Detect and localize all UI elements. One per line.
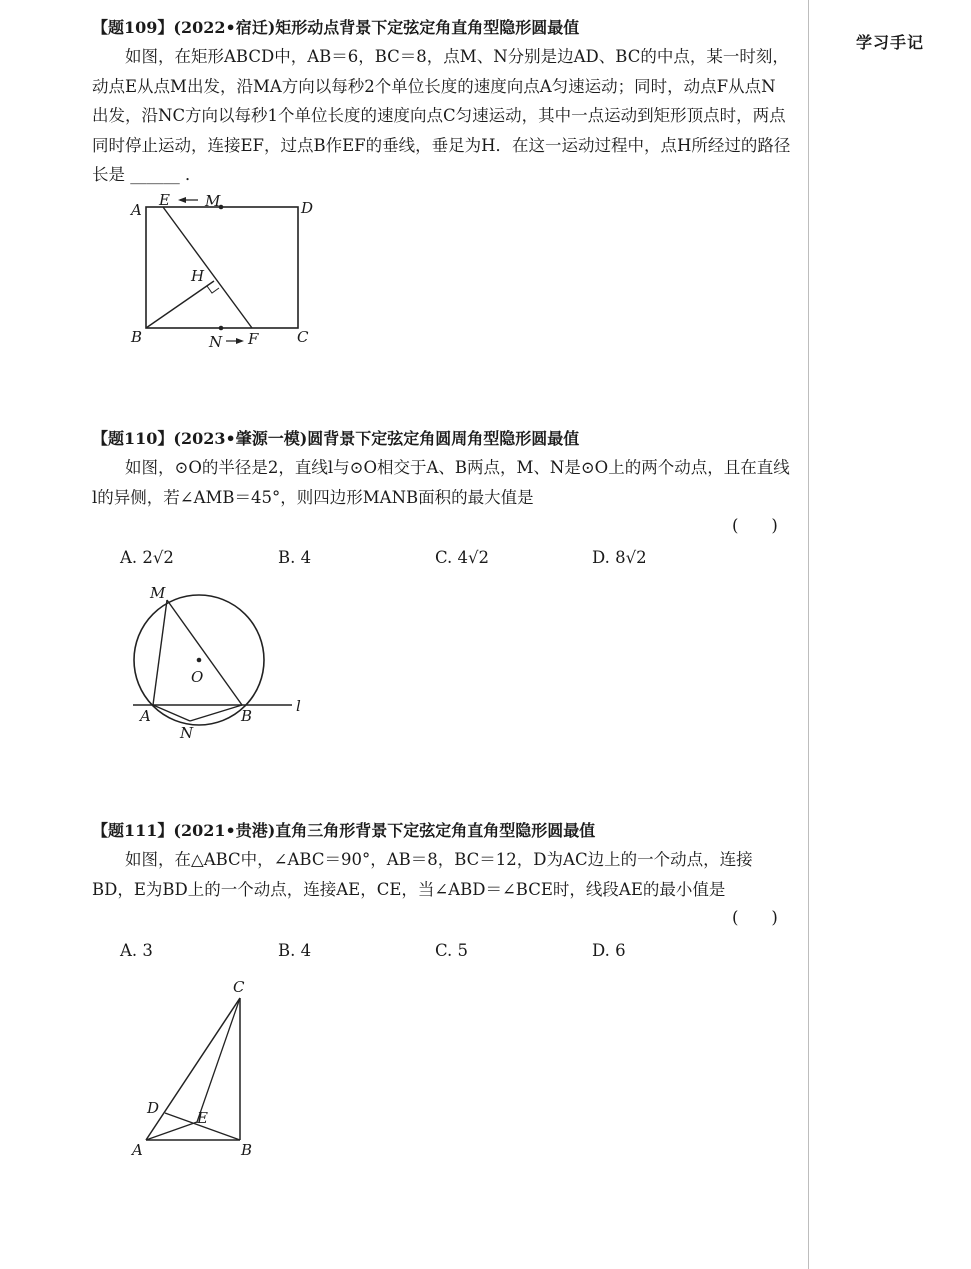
label-e: E xyxy=(197,1109,208,1127)
label-f: F xyxy=(248,330,259,348)
segment-ae xyxy=(146,1122,197,1140)
label-d: D xyxy=(147,1099,160,1117)
label-b: B xyxy=(131,328,143,346)
question-111-option-d: D. 6 xyxy=(592,941,626,960)
question-110-header: 【题110】(2023•肇源一模)圆背景下定弦定角圆周角型隐形圆最值 xyxy=(92,429,580,448)
arrow-head-e xyxy=(178,197,186,203)
question-110-option-d: D. 8√2 xyxy=(592,548,647,567)
circle-figure xyxy=(125,580,315,745)
segment-ma xyxy=(153,600,167,705)
question-111-option-b: B. 4 xyxy=(278,941,312,960)
label-c: C xyxy=(297,328,309,346)
label-b: B xyxy=(241,707,253,725)
label-h: H xyxy=(191,267,205,285)
label-m: M xyxy=(150,584,166,602)
label-d: D xyxy=(301,199,314,217)
question-109-body: 如图，在矩形ABCD中，AB＝6，BC＝8，点M、N分别是边AD、BC的中点，某一时刻，动点E从点M出发，沿MA方向以每秒2个单位长度的速度向点A匀速运动；同时，动点F从点N出发，沿NC方向以每秒1个单位长度的速度向点C匀速运动，其中一点运动到矩形顶点时，两点同时停止运动，连接EF，过点B作EF的垂线，垂足为H．在这一运动过程中，点H所经过的路径长是 ______ ． xyxy=(92,47,791,184)
label-m: M xyxy=(205,192,221,210)
segment-mb xyxy=(167,600,242,705)
question-111-body: 如图，在△ABC中，∠ABC＝90°，AB＝8，BC＝12，D为AC边上的一个动点，连接BD，E为BD上的一个动点，连接AE，CE，当∠ABD＝∠BCE时，线段AE的最小值是 xyxy=(92,850,753,899)
label-a: A xyxy=(132,1141,143,1159)
rectangle-abcd xyxy=(146,207,298,328)
question-110-option-a: A. 2√2 xyxy=(120,548,174,567)
label-l: l xyxy=(296,697,301,715)
label-o: O xyxy=(191,668,204,686)
question-109-header: 【题109】(2022•宿迁)矩形动点背景下定弦定角直角型隐形圆最值 xyxy=(92,18,580,37)
margin-divider xyxy=(808,0,809,1269)
label-b: B xyxy=(241,1141,253,1159)
triangle-figure xyxy=(125,970,275,1160)
label-a: A xyxy=(140,707,151,725)
segment-ac xyxy=(146,998,240,1140)
study-notes-title: 学习手记 xyxy=(856,33,925,52)
rectangle-figure xyxy=(118,188,338,358)
label-e: E xyxy=(159,191,170,209)
label-c: C xyxy=(233,978,245,996)
segment-ce xyxy=(197,998,240,1122)
question-110-option-c: C. 4√2 xyxy=(435,548,490,567)
label-n: N xyxy=(180,724,194,742)
question-111-option-a: A. 3 xyxy=(120,941,153,960)
question-110-answer-paren: ( ) xyxy=(732,516,778,535)
segment-nb xyxy=(190,705,242,721)
question-111-header: 【题111】(2021•贵港)直角三角形背景下定弦定角直角型隐形圆最值 xyxy=(92,821,596,840)
question-110-body: 如图，⊙O的半径是2，直线l与⊙O相交于A、B两点，M、N是⊙O上的两个动点，且在直线l的异侧，若∠AMB＝45°，则四边形MANB面积的最大值是 xyxy=(92,458,790,507)
question-110-option-b: B. 4 xyxy=(278,548,312,567)
point-n xyxy=(219,326,224,331)
question-111-option-c: C. 5 xyxy=(435,941,469,960)
right-angle-mark xyxy=(207,286,219,293)
label-n: N xyxy=(209,333,223,351)
segment-ef xyxy=(163,207,252,328)
question-111-answer-paren: ( ) xyxy=(732,908,778,927)
center-o xyxy=(197,658,202,663)
label-a: A xyxy=(131,201,142,219)
arrow-head-f xyxy=(236,338,244,344)
segment-bh xyxy=(146,281,214,328)
